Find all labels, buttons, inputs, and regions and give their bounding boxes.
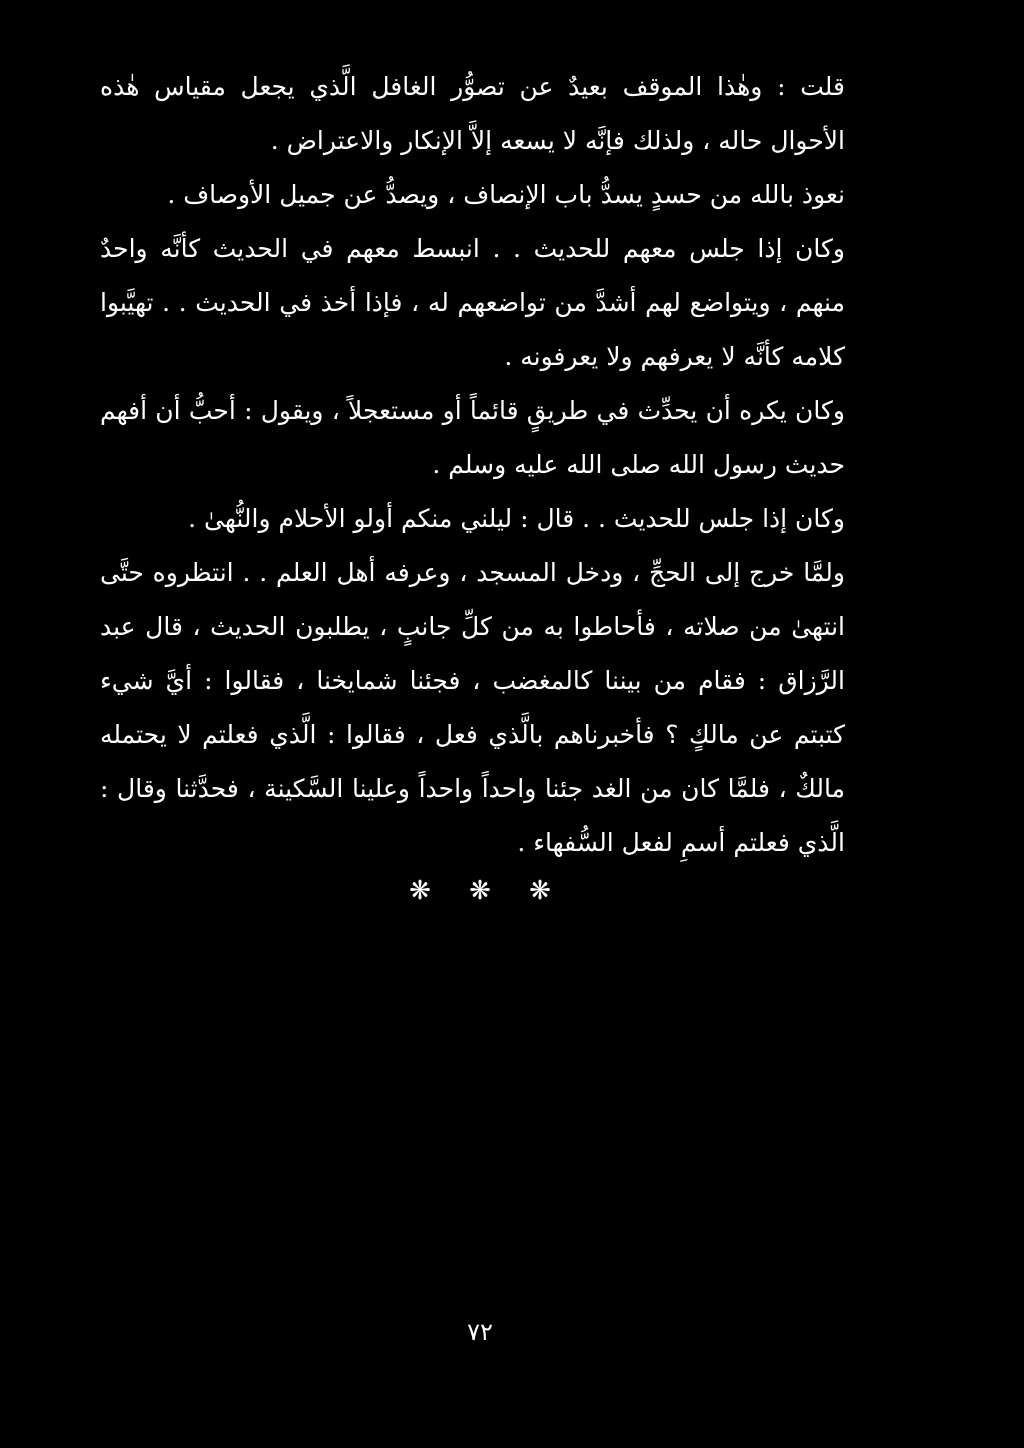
- page-number: ٧٢: [467, 1318, 493, 1346]
- asterism-icon: ❋: [529, 876, 551, 906]
- paragraph: وكان إذا جلس معهم للحديث . . انبسط معهم في الحديث كأنَّه واحدٌ منهم ، ويتواضع لهم أشدَّ من تواضعهم له ، فإذا أخذ في الحديث . . تهيَّبوا كلامه كأنَّه لا يعرفهم ولا يعرفونه .: [100, 234, 845, 371]
- paragraph: وكان إذا جلس للحديث . . قال : ليلني منكم أولو الأحلام والنُّهىٰ .: [188, 504, 845, 533]
- paragraph: قلت : وهٰذا الموقف بعيدٌ عن تصوُّر الغافل الَّذي يجعل مقياس هٰذه الأحوال حاله ، ولذلك فإنَّه لا يسعه إلاَّ الإنكار والاعتراض .: [100, 72, 845, 155]
- paragraph: وكان يكره أن يحدِّث في طريقٍ قائماً أو مستعجلاً ، ويقول : أحبُّ أن أفهم حديث رسول الله صلى الله عليه وسلم .: [100, 396, 845, 479]
- section-divider-ornament: [400, 876, 560, 906]
- paragraph: نعوذ بالله من حسدٍ يسدُّ باب الإنصاف ، ويصدُّ عن جميل الأوصاف .: [167, 180, 845, 209]
- asterism-icon: ❋: [469, 876, 491, 906]
- asterism-icon: ❋: [409, 876, 431, 906]
- body-text: [100, 60, 845, 870]
- paragraph: ولمَّا خرج إلى الحجِّ ، ودخل المسجد ، وعرفه أهل العلم . . انتظروه حتَّى انتهىٰ من صلاته ، فأحاطوا به من كلِّ جانبٍ ، يطلبون الحديث ، قال عبد الرَّزاق : فقام من بيننا كالمغضب ، فجئنا شمايخنا ، فقالوا : أيَّ شيء كتبتم عن مالكٍ ؟ فأخبرناهم بالَّذي فعل ، فقالوا : الَّذي فعلتم لا يحتمله مالكٌ ، فلمَّا كان من الغد جئنا واحداً واحداً وعلينا السَّكينة ، فحدَّثنا وقال : الَّذي فعلتم أسمِ لفعل السُّفهاء .: [100, 558, 845, 857]
